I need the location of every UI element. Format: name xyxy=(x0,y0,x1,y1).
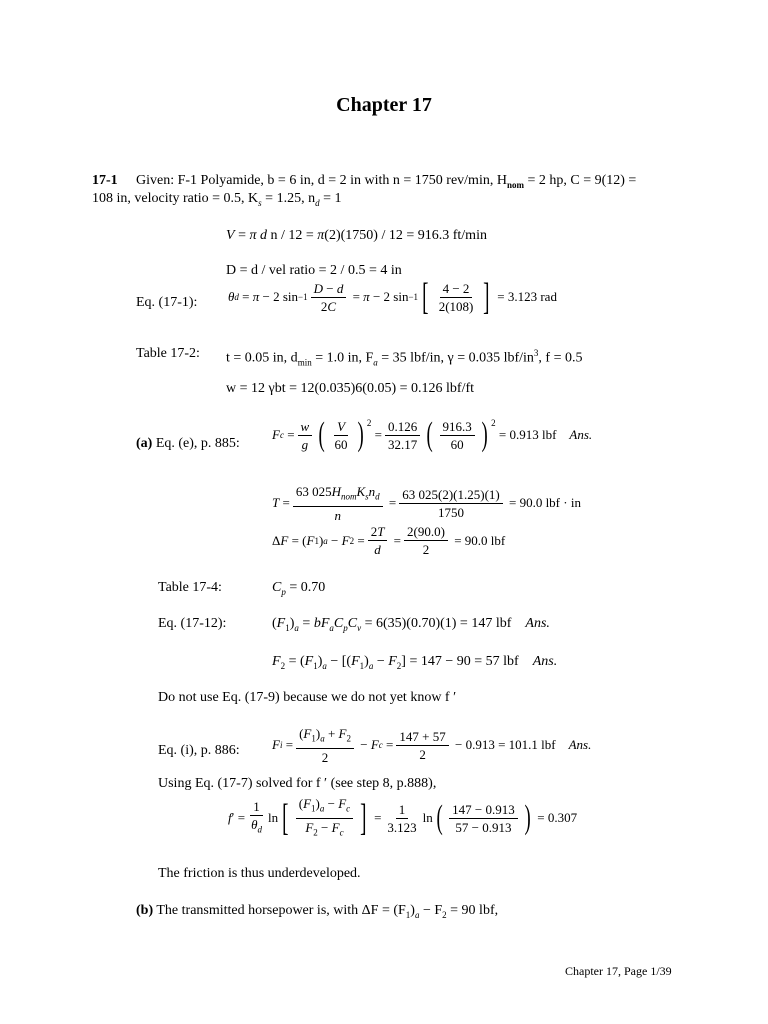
given-line-1: Given: F-1 Polyamide, b = 6 in, d = 2 in with n = 1750 rev/min, $H_{nom} = 2$ hp, C = 9(12) = xyxy=(136,173,637,190)
note-line: Do not use Eq. (17-9) because we do not yet know f ′ xyxy=(158,690,457,705)
delta-f-equation: Δ F = ( F 1 ) a − F 2 = $\frac{2T}{d}$ = $\frac{2(90.0)}{2}$ = 90.0 lbf xyxy=(272,524,506,557)
friction-line: The friction is thus underdeveloped. xyxy=(158,866,361,881)
part-a-label: (a) Eq. (e), p. 885: xyxy=(136,436,240,451)
torque-equation: T = $\frac{63 025H_{nom}K_sn_d}{n}$ = $\frac{63 025(2)(1.25)(1)}{1750}$ = 90.0 lbf · in xyxy=(272,484,581,523)
f1a-equation: $(F_1)_a = bF_aC_pC_v = 6(35)(0.70)(1) = 147$ lbf Ans. xyxy=(272,616,550,633)
cp-value: $C_p = 0.70$ xyxy=(272,580,326,597)
using-line: Using Eq. (17-7) solved for f ′ (see step 8, p.888), xyxy=(158,776,437,791)
given-line-2: 108 in, velocity ratio = 0.5, $K_s = 1.25$, $n_d = 1$ xyxy=(92,191,342,208)
part-b-line: (b) The transmitted horsepower is, with $\Delta F = (F_1)_a - F_2 = 90$ lbf, xyxy=(136,903,499,920)
page-footer: Chapter 17, Page 1/39 xyxy=(565,964,672,978)
f2-equation: $F_2 = (F_1)_a - [(F_1)_a - F_2] = 147 - 90 = 57$ lbf Ans. xyxy=(272,654,558,671)
fi-equation: F i = $\frac{(F_1)_a + F_2}{2}$ − F c = $\frac{147 + 57}{2}$ − 0.913 = 101.1 lbf Ans. xyxy=(272,726,592,765)
diameter-line: D = d / vel ratio = 2 / 0.5 = 4 in xyxy=(226,263,402,278)
table-17-2-label: Table 17-2: xyxy=(136,346,200,361)
fc-equation: F c = $\frac{w}{g}$ ( $\frac{V}{60}$ ) $^2$ = $\frac{0.126}{32.17}$ ( $\frac{916.3}{60}$ ) $^2$ = 0.913 lbf Ans. xyxy=(272,416,593,453)
velocity-equation: V = π d n / 12 = π(2)(1750) / 12 = 916.3 ft/min xyxy=(226,228,487,243)
eq-17-1-label: Eq. (17-1): xyxy=(136,295,198,310)
theta-equation: θ d = π − 2 sin −1 $\frac{D - d}{2C}$ = π − 2 sin −1 [ $\frac{4 - 2}{2(108)}$ ] = 3.123 rad xyxy=(228,276,557,318)
table-17-2-values: t = 0.05 in, $d_{min} = 1.0$ in, $F_a = 35$ lbf/in, γ = 0.035 lbf/$in^3$, f = 0.5 xyxy=(226,348,583,368)
fprime-equation: f ′ = $\frac{1}{\theta_d}$ ln [ $\frac{(F_1)_a - F_c}{F_2 - F_c}$ ] = $\frac{1}{3.123}$ ln ( $\frac{147 - 0.913}{57 - 0.913}$ ) = 0.307 xyxy=(228,796,578,840)
weight-line: w = 12 γbt = 12(0.035)6(0.05) = 0.126 lbf/ft xyxy=(226,381,475,396)
page-title: Chapter 17 xyxy=(336,94,432,116)
eq-17-12-label: Eq. (17-12): xyxy=(158,616,227,631)
problem-number: 17-1 xyxy=(92,173,118,188)
table-17-4-label: Table 17-4: xyxy=(158,580,222,595)
eq-i-label: Eq. (i), p. 886: xyxy=(158,743,240,758)
